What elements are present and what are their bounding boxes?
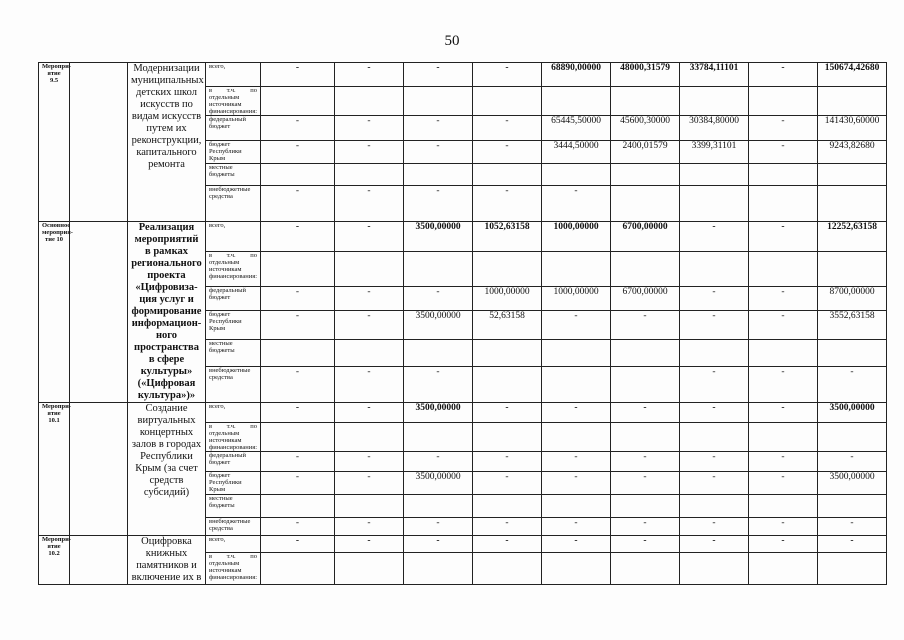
value-cell [335,251,404,287]
value-cell: - [680,403,749,423]
value-cell [473,553,542,585]
value-cell: 45600,30000 [611,116,680,141]
value-cell: - [261,472,335,495]
value-cell: - [473,536,542,553]
value-cell: 33784,11101 [680,63,749,87]
value-cell [335,87,404,116]
value-cell: - [335,310,404,340]
value-cell: - [680,452,749,472]
value-cell: 150674,42680 [818,63,887,87]
value-cell [749,164,818,186]
funding-source: в т.ч. по отдельным источникам финансирования: [206,87,261,116]
value-cell [749,186,818,222]
value-cell: 1052,63158 [473,222,542,252]
value-cell: - [261,536,335,553]
value-cell: 141430,60000 [818,116,887,141]
value-cell [611,553,680,585]
value-cell: - [261,310,335,340]
funding-source: внебюджетные средства [206,186,261,222]
funding-source: бюджет Республики Крым [206,310,261,340]
funding-source: местные бюджеты [206,164,261,186]
value-cell [473,87,542,116]
value-cell: - [335,141,404,164]
value-cell: - [335,186,404,222]
value-cell: 3500,00000 [818,472,887,495]
value-cell: - [261,63,335,87]
value-cell [818,186,887,222]
value-cell [335,495,404,518]
activity-name: Создание виртуальных концертных залов в городах Республики Крым (за счет средств субсидий) [128,403,206,536]
activity-code: Меропри- ятие 10.1 [39,403,70,536]
value-cell: 68890,00000 [542,63,611,87]
funding-source: всего, [206,63,261,87]
value-cell [542,340,611,367]
value-cell [818,423,887,452]
page-number: 50 [444,33,460,49]
value-cell [680,495,749,518]
value-cell: - [680,472,749,495]
executor-cell [70,403,128,536]
value-cell: - [335,116,404,141]
table-row [39,63,887,87]
executor-cell [70,536,128,585]
value-cell [473,164,542,186]
value-cell: - [680,222,749,252]
value-cell: - [611,310,680,340]
value-cell [680,164,749,186]
executor-cell [70,222,128,403]
value-cell: - [473,141,542,164]
activity-name: Оцифровка книжных памятников и включение их в [128,536,206,585]
value-cell: - [680,367,749,403]
value-cell: 3500,00000 [404,403,473,423]
value-cell: - [335,63,404,87]
value-cell: 3444,50000 [542,141,611,164]
value-cell: - [611,518,680,536]
table-row [39,403,887,423]
budget-table [38,62,887,585]
value-cell: - [335,518,404,536]
value-cell: - [261,367,335,403]
value-cell [335,553,404,585]
value-cell: 8700,00000 [818,287,887,310]
value-cell [611,186,680,222]
value-cell: - [818,536,887,553]
value-cell [749,87,818,116]
value-cell [680,553,749,585]
value-cell: - [404,141,473,164]
value-cell: 52,63158 [473,310,542,340]
value-cell [404,553,473,585]
value-cell [749,340,818,367]
value-cell [542,251,611,287]
value-cell [542,164,611,186]
value-cell: - [473,518,542,536]
value-cell: - [404,287,473,310]
value-cell [473,495,542,518]
value-cell [680,340,749,367]
value-cell: - [542,186,611,222]
value-cell: - [680,310,749,340]
funding-source: федеральный бюджет [206,452,261,472]
value-cell: 2400,01579 [611,141,680,164]
value-cell: - [261,222,335,252]
funding-source: местные бюджеты [206,340,261,367]
value-cell: 3399,31101 [680,141,749,164]
value-cell: - [261,116,335,141]
value-cell: - [404,536,473,553]
value-cell: 6700,00000 [611,287,680,310]
value-cell: - [749,141,818,164]
value-cell: - [261,518,335,536]
activity-code: Основное мероприя- тие 10 [39,222,70,403]
funding-source: в т.ч. по отдельным источникам финансирования: [206,553,261,585]
value-cell [749,423,818,452]
funding-source: бюджет Республики Крым [206,472,261,495]
value-cell: - [749,116,818,141]
executor-cell [70,63,128,222]
value-cell: - [261,403,335,423]
value-cell [473,367,542,403]
value-cell: - [404,63,473,87]
activity-code: Меропри- ятие 10.2 [39,536,70,585]
value-cell: - [542,518,611,536]
funding-source: всего, [206,403,261,423]
value-cell [261,423,335,452]
value-cell: - [542,452,611,472]
table-row [39,222,887,252]
value-cell: - [473,403,542,423]
value-cell: - [335,367,404,403]
value-cell: 1000,00000 [473,287,542,310]
value-cell: 65445,50000 [542,116,611,141]
value-cell [611,367,680,403]
value-cell: - [749,536,818,553]
value-cell: 3500,00000 [404,222,473,252]
value-cell [680,251,749,287]
value-cell: - [473,186,542,222]
value-cell: - [680,287,749,310]
value-cell [611,251,680,287]
value-cell: - [473,63,542,87]
value-cell [818,495,887,518]
value-cell: - [818,518,887,536]
value-cell [680,87,749,116]
value-cell: - [749,310,818,340]
value-cell: - [611,452,680,472]
value-cell: 48000,31579 [611,63,680,87]
value-cell: - [335,536,404,553]
value-cell: - [749,367,818,403]
value-cell: - [749,222,818,252]
value-cell [818,340,887,367]
value-cell [611,423,680,452]
value-cell [749,251,818,287]
value-cell: 3500,00000 [818,403,887,423]
value-cell: - [404,452,473,472]
value-cell: - [473,452,542,472]
value-cell [404,340,473,367]
value-cell [680,423,749,452]
value-cell: - [335,452,404,472]
value-cell: - [611,536,680,553]
funding-source: внебюджетные средства [206,518,261,536]
funding-source: федеральный бюджет [206,116,261,141]
table-row [39,536,887,553]
value-cell [749,495,818,518]
value-cell: - [261,141,335,164]
value-cell [261,495,335,518]
value-cell [404,495,473,518]
value-cell: - [335,472,404,495]
value-cell [261,553,335,585]
value-cell [542,87,611,116]
funding-source: в т.ч. по отдельным источникам финансирования: [206,251,261,287]
activity-code: Меропри- ятие 9.5 [39,63,70,222]
funding-source: федеральный бюджет [206,287,261,310]
value-cell: - [261,287,335,310]
value-cell: - [261,452,335,472]
value-cell: 3500,00000 [404,472,473,495]
value-cell [542,423,611,452]
value-cell: - [818,452,887,472]
funding-source: в т.ч. по отдельным источникам финансирования: [206,423,261,452]
value-cell [404,251,473,287]
value-cell: - [335,222,404,252]
value-cell: - [611,472,680,495]
value-cell: - [542,403,611,423]
value-cell [335,423,404,452]
value-cell [261,340,335,367]
value-cell: 12252,63158 [818,222,887,252]
value-cell [473,340,542,367]
funding-source: бюджет Республики Крым [206,141,261,164]
value-cell: - [473,116,542,141]
value-cell: - [749,287,818,310]
value-cell: - [611,403,680,423]
value-cell [680,186,749,222]
value-cell: - [680,518,749,536]
value-cell: - [680,536,749,553]
value-cell [611,164,680,186]
funding-source: всего, [206,536,261,553]
value-cell: 30384,80000 [680,116,749,141]
value-cell [611,87,680,116]
funding-source: внебюджетные средства [206,367,261,403]
value-cell [335,340,404,367]
value-cell: - [404,367,473,403]
value-cell: - [542,536,611,553]
value-cell: - [542,472,611,495]
value-cell [542,553,611,585]
value-cell: - [749,63,818,87]
value-cell: 3552,63158 [818,310,887,340]
value-cell: - [749,403,818,423]
value-cell [404,423,473,452]
value-cell [611,340,680,367]
value-cell [473,423,542,452]
value-cell: - [473,472,542,495]
value-cell [335,164,404,186]
funding-source: всего, [206,222,261,252]
value-cell: - [818,367,887,403]
value-cell [818,553,887,585]
activity-name: Реализация мероприятий в рамках регионального проекта «Цифровиза-ция услуг и формирование информацион-ного пространства в сфере культуры» («Цифровая культура»)» [128,222,206,403]
value-cell: - [261,186,335,222]
value-cell [818,87,887,116]
value-cell: - [335,403,404,423]
value-cell [261,251,335,287]
value-cell [611,495,680,518]
value-cell: - [749,518,818,536]
value-cell: 9243,82680 [818,141,887,164]
value-cell: - [404,518,473,536]
value-cell [473,251,542,287]
table-body [39,63,887,585]
value-cell [818,251,887,287]
value-cell [542,495,611,518]
activity-name: Модернизации муниципальных детских школ искусств по видам искусств путем их реконструкции, капитального ремонта [128,63,206,222]
value-cell [749,553,818,585]
value-cell: - [335,287,404,310]
value-cell: - [542,310,611,340]
value-cell: 1000,00000 [542,222,611,252]
value-cell: 3500,00000 [404,310,473,340]
value-cell: 6700,00000 [611,222,680,252]
funding-source: местные бюджеты [206,495,261,518]
value-cell: - [749,452,818,472]
value-cell: - [404,116,473,141]
value-cell: - [749,472,818,495]
value-cell [261,164,335,186]
value-cell: - [404,186,473,222]
value-cell [404,87,473,116]
value-cell: 1000,00000 [542,287,611,310]
value-cell [261,87,335,116]
value-cell [404,164,473,186]
value-cell [542,367,611,403]
value-cell [818,164,887,186]
